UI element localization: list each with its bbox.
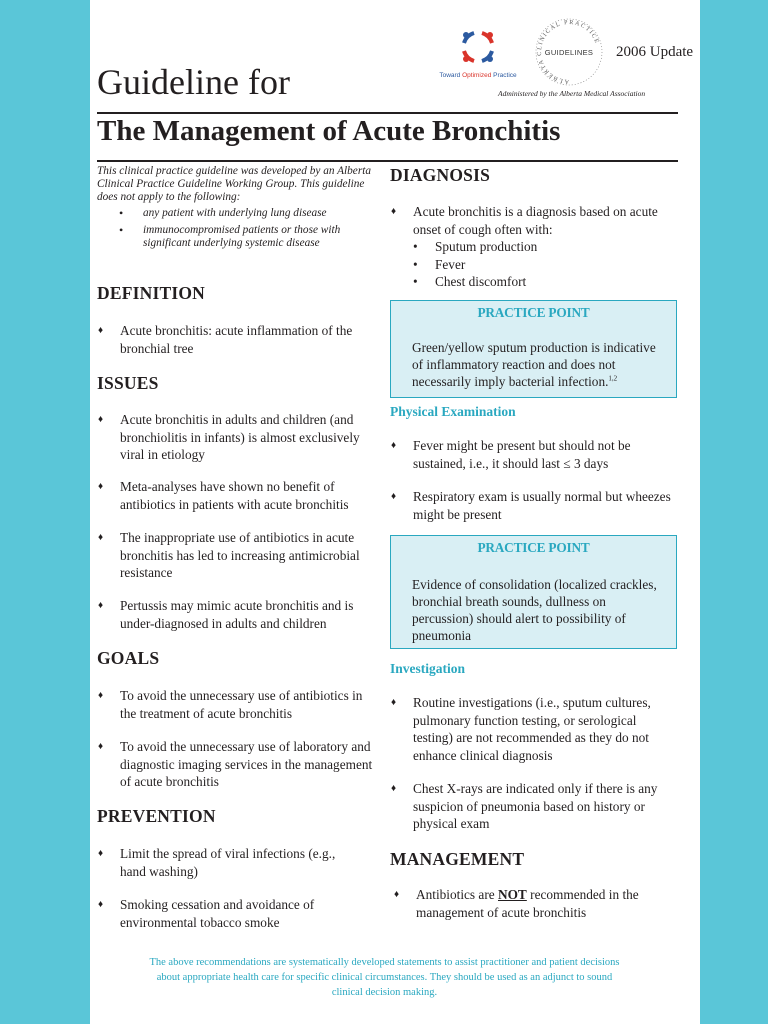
goals-heading: GOALS: [97, 648, 160, 668]
issues-heading: ISSUES: [97, 373, 159, 393]
practice-point-title: PRACTICE POINT: [477, 305, 590, 320]
practice-point-box: [390, 300, 677, 398]
left-color-band: [0, 0, 90, 1024]
list-item: ♦ Limit the spread of viral infections (e.g., hand washing): [98, 846, 336, 879]
svg-text:ALBERTA CLINICAL PRACTICE: ALBERTA CLINICAL PRACTICE: [536, 19, 600, 85]
list-item: ♦ Fever might be present but should not be sustained, i.e., it should last ≤ 3 days: [391, 438, 631, 471]
practice-point-text: Green/yellow sputum production is indicative of inflammatory reaction and does not necessarily imply bacterial infection.$^{1,2}$: [412, 340, 656, 389]
practice-point-text: Evidence of consolidation (localized crackles, bronchial breath sounds, dullness on percussion) should alert to possibility of pneumonia: [412, 577, 657, 643]
list-item: ♦ Acute bronchitis: acute inflammation of the bronchial tree: [98, 323, 353, 356]
list-item: ♦ The inappropriate use of antibiotics in acute bronchitis has led to increasing antimicrobial resistance: [98, 530, 360, 580]
intro-note: [97, 165, 379, 254]
guidelines-seal: [532, 18, 606, 86]
symptom-list: [413, 238, 678, 291]
management-heading: MANAGEMENT: [390, 849, 525, 869]
list-item: • Chest discomfort: [413, 273, 678, 291]
svg-text:GUIDELINES: GUIDELINES: [544, 48, 594, 57]
footer-disclaimer: The above recommendations are systematically developed statements to assist practitioner and patient decisions about appropriate health care for specific clinical circumstances. They should be used as an adjunct to sound clinical decision making.: [149, 957, 620, 998]
list-item: ♦ To avoid the unnecessary use of laboratory and diagnostic imaging services in the management of acute bronchitis: [98, 739, 373, 789]
practice-point-box: [390, 535, 677, 649]
diagnosis-heading: DIAGNOSIS: [390, 165, 491, 185]
list-item: ♦ Meta-analyses have shown no benefit of antibiotics in patients with acute bronchitis: [98, 479, 349, 512]
title-rule-bottom: [97, 160, 678, 162]
list-item: • immunocompromised patients or those with significant underlying systemic disease: [97, 224, 379, 250]
page-title: The Management of Acute Bronchitis: [97, 115, 561, 147]
update-label: 2006 Update: [616, 44, 694, 60]
top-logo: [432, 24, 524, 88]
list-item: ♦ Acute bronchitis is a diagnosis based on acute onset of cough often with: • Sputum production • Fever • Chest discomfort: [413, 203, 678, 291]
list-item: • Fever: [413, 256, 678, 274]
investigation-heading: Investigation: [390, 661, 466, 676]
list-item: ♦ Respiratory exam is usually normal but wheezes might be present: [391, 489, 671, 522]
practice-point-title: PRACTICE POINT: [477, 540, 590, 555]
title-line1: Guideline for: [97, 62, 290, 102]
intro-text: This clinical practice guideline was developed by an Alberta Clinical Practice Guideline Working Group. This guideline does not apply to the following:: [97, 165, 371, 203]
seal-icon: [532, 18, 606, 86]
definition-heading: DEFINITION: [97, 283, 205, 303]
list-item: • Sputum production: [413, 238, 678, 256]
list-item: ♦ Pertussis may mimic acute bronchitis and is under-diagnosed in adults and children: [98, 598, 354, 631]
list-item: ♦ To avoid the unnecessary use of antibiotics in the treatment of acute bronchitis: [98, 688, 363, 721]
right-color-band: [700, 0, 768, 1024]
exclusion-list: [97, 207, 379, 250]
list-item: ♦ Chest X-rays are indicated only if there is any suspicion of pneumonia based on history or physical exam: [391, 781, 658, 831]
logo-tagline: Toward Optimized Practice: [439, 72, 517, 79]
people-circle-icon: [432, 24, 524, 72]
prevention-heading: PREVENTION: [97, 806, 216, 826]
physical-exam-heading: Physical Examination: [390, 404, 516, 419]
list-item: ♦ Antibiotics are NOT recommended in the management of acute bronchitis: [394, 887, 639, 920]
list-item: • any patient with underlying lung disease: [97, 207, 379, 220]
list-item: ♦ Acute bronchitis in adults and children (and bronchiolitis in infants) is almost exclusively viral in etiology: [98, 412, 360, 462]
administered-note: Administered by the Alberta Medical Association: [498, 89, 646, 98]
list-item: ♦ Routine investigations (i.e., sputum cultures, pulmonary function testing, or serological testing) are not recommended as they do not enhance clinical diagnosis: [391, 695, 651, 763]
list-item: ♦ Smoking cessation and avoidance of environmental tobacco smoke: [98, 897, 315, 930]
